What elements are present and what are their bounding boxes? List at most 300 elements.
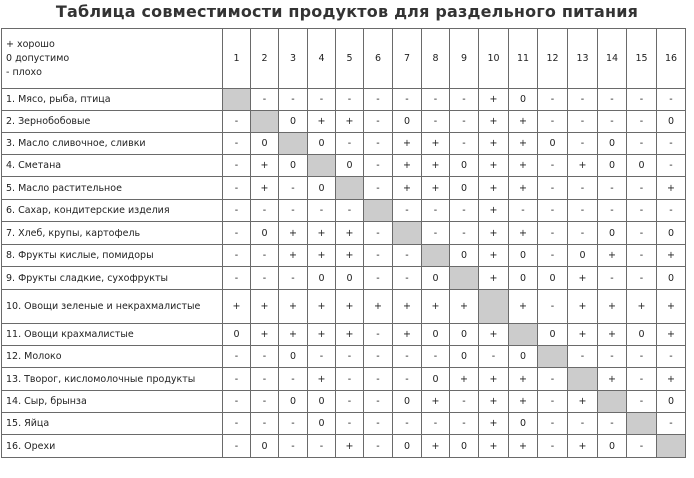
compat-cell: - bbox=[598, 200, 627, 222]
compat-cell: - bbox=[279, 413, 308, 435]
compat-cell: + bbox=[657, 177, 686, 200]
compat-cell: + bbox=[393, 155, 422, 177]
compat-cell: - bbox=[364, 245, 393, 267]
compat-cell: + bbox=[479, 435, 509, 458]
compat-cell: + bbox=[422, 290, 450, 324]
compat-cell: 0 bbox=[308, 267, 336, 290]
compatibility-table bbox=[1, 28, 686, 458]
row-product-name: 9. Фрукты сладкие, сухофрукты bbox=[2, 267, 223, 290]
table-row bbox=[2, 346, 686, 368]
compat-cell: 0 bbox=[279, 391, 308, 413]
compat-cell: 0 bbox=[538, 133, 568, 155]
column-header: 12 bbox=[538, 29, 568, 89]
compat-cell: - bbox=[336, 133, 364, 155]
compat-cell: - bbox=[223, 413, 251, 435]
compat-cell: 0 bbox=[393, 391, 422, 413]
compat-cell: - bbox=[598, 89, 627, 111]
compat-cell: + bbox=[479, 177, 509, 200]
compat-cell: - bbox=[568, 346, 598, 368]
compat-cell: 0 bbox=[308, 391, 336, 413]
row-product-name: 13. Творог, кисломолочные продукты bbox=[2, 368, 223, 391]
diagonal-cell bbox=[538, 346, 568, 368]
compat-cell: - bbox=[568, 177, 598, 200]
legend-item: 0 допустимо bbox=[6, 52, 70, 64]
row-product-name: 3. Масло сливочное, сливки bbox=[2, 133, 223, 155]
compat-cell: - bbox=[336, 200, 364, 222]
compat-cell: - bbox=[538, 368, 568, 391]
compat-cell: 0 bbox=[568, 245, 598, 267]
compat-cell: - bbox=[364, 413, 393, 435]
compat-cell: + bbox=[422, 177, 450, 200]
compat-cell: - bbox=[279, 267, 308, 290]
compat-cell: - bbox=[223, 346, 251, 368]
compat-cell: - bbox=[223, 133, 251, 155]
compat-cell: + bbox=[479, 391, 509, 413]
table-row bbox=[2, 413, 686, 435]
diagonal-cell bbox=[223, 89, 251, 111]
compat-cell: - bbox=[627, 435, 657, 458]
compat-cell: - bbox=[450, 111, 479, 133]
compat-cell: - bbox=[538, 111, 568, 133]
compat-cell: - bbox=[393, 267, 422, 290]
compat-cell: + bbox=[450, 368, 479, 391]
diagonal-cell bbox=[422, 245, 450, 267]
compat-cell: 0 bbox=[509, 346, 538, 368]
compat-cell: - bbox=[568, 222, 598, 245]
compat-cell: + bbox=[308, 111, 336, 133]
diagonal-cell bbox=[479, 290, 509, 324]
row-product-name: 14. Сыр, брынза bbox=[2, 391, 223, 413]
compat-cell: 0 bbox=[450, 177, 479, 200]
compat-cell: 0 bbox=[509, 413, 538, 435]
compat-cell: - bbox=[657, 200, 686, 222]
compat-cell: - bbox=[364, 391, 393, 413]
compat-cell: - bbox=[568, 200, 598, 222]
compat-cell: - bbox=[279, 177, 308, 200]
compat-cell: + bbox=[422, 435, 450, 458]
column-header: 4 bbox=[308, 29, 336, 89]
compat-cell: + bbox=[479, 111, 509, 133]
compat-cell: - bbox=[450, 222, 479, 245]
table-row bbox=[2, 324, 686, 346]
compat-cell: - bbox=[598, 267, 627, 290]
compat-cell: - bbox=[364, 89, 393, 111]
compat-cell: + bbox=[336, 111, 364, 133]
compat-cell: - bbox=[308, 435, 336, 458]
compat-cell: - bbox=[657, 346, 686, 368]
compat-cell: - bbox=[223, 222, 251, 245]
compat-cell: - bbox=[568, 413, 598, 435]
page-title: Таблица совместимости продуктов для раздельного питания bbox=[55, 2, 639, 21]
compat-cell: - bbox=[538, 155, 568, 177]
compat-cell: + bbox=[336, 245, 364, 267]
compat-cell: + bbox=[479, 324, 509, 346]
compat-cell: + bbox=[509, 435, 538, 458]
compat-cell: - bbox=[627, 222, 657, 245]
compat-cell: - bbox=[627, 245, 657, 267]
compat-cell: + bbox=[479, 267, 509, 290]
compat-cell: - bbox=[657, 89, 686, 111]
compat-cell: + bbox=[509, 222, 538, 245]
compat-cell: + bbox=[279, 290, 308, 324]
compat-cell: - bbox=[393, 200, 422, 222]
compat-cell: 0 bbox=[393, 435, 422, 458]
compat-cell: - bbox=[657, 133, 686, 155]
compat-cell: 0 bbox=[422, 324, 450, 346]
compat-cell: + bbox=[598, 290, 627, 324]
compat-cell: 0 bbox=[393, 111, 422, 133]
compat-cell: 0 bbox=[657, 391, 686, 413]
legend-item: + хорошо bbox=[6, 38, 55, 50]
compat-cell: - bbox=[422, 111, 450, 133]
compat-cell: - bbox=[450, 413, 479, 435]
row-product-name: 4. Сметана bbox=[2, 155, 223, 177]
compat-cell: + bbox=[336, 222, 364, 245]
compat-cell: - bbox=[657, 155, 686, 177]
compat-cell: 0 bbox=[450, 245, 479, 267]
row-product-name: 7. Хлеб, крупы, картофель bbox=[2, 222, 223, 245]
compat-cell: 0 bbox=[598, 155, 627, 177]
row-product-name: 15. Яйца bbox=[2, 413, 223, 435]
compat-cell: + bbox=[279, 324, 308, 346]
compat-cell: - bbox=[568, 111, 598, 133]
compat-cell: + bbox=[251, 290, 279, 324]
compat-cell: 0 bbox=[308, 413, 336, 435]
row-product-name: 1. Мясо, рыба, птица bbox=[2, 89, 223, 111]
compat-cell: + bbox=[598, 324, 627, 346]
table-row bbox=[2, 133, 686, 155]
compat-cell: - bbox=[422, 200, 450, 222]
row-product-name: 16. Орехи bbox=[2, 435, 223, 458]
column-header: 6 bbox=[364, 29, 393, 89]
compat-cell: + bbox=[479, 368, 509, 391]
diagonal-cell bbox=[568, 368, 598, 391]
column-header: 13 bbox=[568, 29, 598, 89]
compat-cell: - bbox=[568, 89, 598, 111]
diagonal-cell bbox=[657, 435, 686, 458]
table-row bbox=[2, 200, 686, 222]
compat-cell: + bbox=[509, 111, 538, 133]
compat-cell: - bbox=[364, 346, 393, 368]
table-row bbox=[2, 155, 686, 177]
column-header: 11 bbox=[509, 29, 538, 89]
compat-cell: 0 bbox=[223, 324, 251, 346]
compat-cell: 0 bbox=[450, 346, 479, 368]
compat-cell: - bbox=[450, 391, 479, 413]
table-row bbox=[2, 245, 686, 267]
compat-cell: - bbox=[364, 155, 393, 177]
compat-cell: - bbox=[223, 200, 251, 222]
compat-cell: - bbox=[598, 177, 627, 200]
compat-cell: + bbox=[251, 177, 279, 200]
compat-cell: - bbox=[336, 368, 364, 391]
compat-cell: - bbox=[336, 391, 364, 413]
diagonal-cell bbox=[251, 111, 279, 133]
compat-cell: + bbox=[336, 290, 364, 324]
compat-cell: - bbox=[251, 267, 279, 290]
table-row bbox=[2, 89, 686, 111]
compat-cell: 0 bbox=[598, 133, 627, 155]
compat-cell: + bbox=[279, 222, 308, 245]
compat-cell: - bbox=[598, 413, 627, 435]
compat-cell: - bbox=[279, 435, 308, 458]
compat-cell: - bbox=[279, 200, 308, 222]
compat-cell: - bbox=[223, 177, 251, 200]
compat-cell: 0 bbox=[598, 222, 627, 245]
diagonal-cell bbox=[336, 177, 364, 200]
compat-cell: - bbox=[627, 368, 657, 391]
column-header: 1 bbox=[223, 29, 251, 89]
column-header: 10 bbox=[479, 29, 509, 89]
compat-cell: - bbox=[627, 111, 657, 133]
table-row bbox=[2, 222, 686, 245]
compat-cell: 0 bbox=[251, 222, 279, 245]
compat-cell: + bbox=[223, 290, 251, 324]
compat-cell: - bbox=[450, 133, 479, 155]
compat-cell: + bbox=[336, 435, 364, 458]
compat-cell: + bbox=[568, 391, 598, 413]
table-row bbox=[2, 368, 686, 391]
diagonal-cell bbox=[364, 200, 393, 222]
compat-cell: 0 bbox=[509, 89, 538, 111]
compat-cell: - bbox=[223, 155, 251, 177]
compat-cell: - bbox=[364, 368, 393, 391]
compat-cell: 0 bbox=[657, 111, 686, 133]
compat-cell: 0 bbox=[279, 111, 308, 133]
compat-cell: + bbox=[479, 133, 509, 155]
compat-cell: - bbox=[479, 346, 509, 368]
compat-cell: 0 bbox=[336, 155, 364, 177]
compat-cell: + bbox=[509, 290, 538, 324]
compat-cell: - bbox=[598, 346, 627, 368]
compat-cell: + bbox=[308, 245, 336, 267]
row-product-name: 8. Фрукты кислые, помидоры bbox=[2, 245, 223, 267]
compat-cell: + bbox=[568, 155, 598, 177]
compat-cell: - bbox=[627, 200, 657, 222]
compat-cell: + bbox=[364, 290, 393, 324]
compat-cell: - bbox=[223, 245, 251, 267]
table-row bbox=[2, 267, 686, 290]
compat-cell: - bbox=[538, 413, 568, 435]
compat-cell: 0 bbox=[336, 267, 364, 290]
compat-cell: + bbox=[479, 222, 509, 245]
compat-cell: + bbox=[509, 368, 538, 391]
diagonal-cell bbox=[627, 413, 657, 435]
compat-cell: 0 bbox=[509, 245, 538, 267]
compat-cell: - bbox=[336, 346, 364, 368]
compat-cell: + bbox=[336, 324, 364, 346]
compat-cell: - bbox=[538, 177, 568, 200]
compat-cell: - bbox=[364, 267, 393, 290]
compat-cell: + bbox=[308, 368, 336, 391]
compat-cell: - bbox=[251, 89, 279, 111]
compat-cell: - bbox=[364, 222, 393, 245]
compat-cell: - bbox=[627, 267, 657, 290]
compat-cell: - bbox=[598, 111, 627, 133]
compat-cell: - bbox=[509, 200, 538, 222]
compat-cell: + bbox=[393, 177, 422, 200]
compat-cell: + bbox=[479, 89, 509, 111]
diagonal-cell bbox=[450, 267, 479, 290]
compat-cell: 0 bbox=[422, 368, 450, 391]
compat-cell: 0 bbox=[279, 346, 308, 368]
compat-cell: 0 bbox=[450, 435, 479, 458]
compat-cell: + bbox=[479, 245, 509, 267]
compat-cell: + bbox=[627, 290, 657, 324]
compat-cell: + bbox=[657, 290, 686, 324]
compat-cell: - bbox=[308, 200, 336, 222]
compat-cell: - bbox=[364, 435, 393, 458]
table-row bbox=[2, 391, 686, 413]
column-header: 15 bbox=[627, 29, 657, 89]
row-product-name: 11. Овощи крахмалистые bbox=[2, 324, 223, 346]
compat-cell: - bbox=[422, 222, 450, 245]
compat-cell: - bbox=[308, 346, 336, 368]
compat-cell: - bbox=[627, 391, 657, 413]
table-row bbox=[2, 290, 686, 324]
compat-cell: + bbox=[657, 245, 686, 267]
compat-cell: + bbox=[509, 133, 538, 155]
compat-cell: - bbox=[223, 391, 251, 413]
column-header: 3 bbox=[279, 29, 308, 89]
compat-cell: - bbox=[223, 267, 251, 290]
compat-cell: 0 bbox=[657, 267, 686, 290]
compat-cell: - bbox=[538, 222, 568, 245]
compat-cell: - bbox=[422, 346, 450, 368]
compat-cell: + bbox=[568, 324, 598, 346]
compat-cell: + bbox=[479, 200, 509, 222]
table-row bbox=[2, 177, 686, 200]
compat-cell: + bbox=[393, 324, 422, 346]
compat-cell: - bbox=[393, 346, 422, 368]
compat-cell: - bbox=[568, 133, 598, 155]
compat-cell: - bbox=[251, 413, 279, 435]
compat-cell: - bbox=[538, 290, 568, 324]
compat-cell: + bbox=[598, 368, 627, 391]
table-row bbox=[2, 435, 686, 458]
compat-cell: - bbox=[251, 200, 279, 222]
compat-cell: - bbox=[279, 368, 308, 391]
column-header: 7 bbox=[393, 29, 422, 89]
compat-cell: + bbox=[568, 435, 598, 458]
compat-cell: - bbox=[393, 89, 422, 111]
compat-cell: + bbox=[509, 177, 538, 200]
row-product-name: 5. Масло растительное bbox=[2, 177, 223, 200]
compat-cell: + bbox=[509, 391, 538, 413]
compat-cell: - bbox=[422, 413, 450, 435]
compat-cell: + bbox=[251, 324, 279, 346]
compat-cell: + bbox=[598, 245, 627, 267]
compat-cell: 0 bbox=[450, 155, 479, 177]
compat-cell: - bbox=[627, 133, 657, 155]
compat-cell: + bbox=[422, 155, 450, 177]
compat-cell: - bbox=[450, 89, 479, 111]
compat-cell: 0 bbox=[308, 177, 336, 200]
diagonal-cell bbox=[393, 222, 422, 245]
column-header: 16 bbox=[657, 29, 686, 89]
compat-cell: - bbox=[422, 89, 450, 111]
compat-cell: + bbox=[393, 133, 422, 155]
table-row bbox=[2, 111, 686, 133]
diagonal-cell bbox=[308, 155, 336, 177]
column-header: 2 bbox=[251, 29, 279, 89]
compat-cell: + bbox=[509, 155, 538, 177]
compat-cell: + bbox=[279, 245, 308, 267]
compat-cell: 0 bbox=[627, 324, 657, 346]
legend-item: - плохо bbox=[6, 66, 42, 78]
compat-cell: 0 bbox=[251, 435, 279, 458]
column-header: 9 bbox=[450, 29, 479, 89]
compat-cell: + bbox=[568, 267, 598, 290]
compat-cell: 0 bbox=[627, 155, 657, 177]
compat-cell: + bbox=[479, 155, 509, 177]
column-header: 14 bbox=[598, 29, 627, 89]
diagonal-cell bbox=[598, 391, 627, 413]
compat-cell: - bbox=[538, 245, 568, 267]
compat-cell: 0 bbox=[279, 155, 308, 177]
compat-cell: - bbox=[538, 391, 568, 413]
compat-cell: + bbox=[568, 290, 598, 324]
compat-cell: - bbox=[657, 413, 686, 435]
compat-cell: - bbox=[336, 413, 364, 435]
row-product-name: 10. Овощи зеленые и некрахмалистые bbox=[2, 290, 223, 324]
diagonal-cell bbox=[279, 133, 308, 155]
row-product-name: 12. Молоко bbox=[2, 346, 223, 368]
compat-cell: - bbox=[251, 245, 279, 267]
compat-cell: - bbox=[364, 177, 393, 200]
compat-cell: 0 bbox=[538, 324, 568, 346]
compat-cell: + bbox=[422, 391, 450, 413]
compat-cell: - bbox=[223, 111, 251, 133]
compat-cell: - bbox=[336, 89, 364, 111]
compat-cell: + bbox=[308, 222, 336, 245]
compat-cell: - bbox=[450, 200, 479, 222]
compat-cell: 0 bbox=[598, 435, 627, 458]
compat-cell: + bbox=[251, 155, 279, 177]
compat-cell: + bbox=[422, 133, 450, 155]
compat-cell: 0 bbox=[450, 324, 479, 346]
compat-cell: 0 bbox=[538, 267, 568, 290]
compat-cell: - bbox=[393, 368, 422, 391]
compat-cell: - bbox=[393, 245, 422, 267]
compat-cell: 0 bbox=[308, 133, 336, 155]
column-header: 5 bbox=[336, 29, 364, 89]
compat-cell: 0 bbox=[657, 222, 686, 245]
row-product-name: 6. Сахар, кондитерские изделия bbox=[2, 200, 223, 222]
compat-cell: - bbox=[251, 346, 279, 368]
compat-cell: - bbox=[538, 435, 568, 458]
compat-cell: - bbox=[308, 89, 336, 111]
compat-cell: + bbox=[479, 413, 509, 435]
compat-cell: 0 bbox=[422, 267, 450, 290]
diagonal-cell bbox=[509, 324, 538, 346]
compat-cell: + bbox=[308, 290, 336, 324]
header-row bbox=[2, 29, 686, 89]
compat-cell: 0 bbox=[509, 267, 538, 290]
compat-cell: + bbox=[657, 324, 686, 346]
compat-cell: + bbox=[450, 290, 479, 324]
compat-cell: + bbox=[657, 368, 686, 391]
compat-cell: - bbox=[223, 368, 251, 391]
compat-cell: - bbox=[364, 324, 393, 346]
compat-cell: + bbox=[308, 324, 336, 346]
compat-cell: - bbox=[364, 133, 393, 155]
column-header: 8 bbox=[422, 29, 450, 89]
compat-cell: - bbox=[627, 177, 657, 200]
compat-cell: - bbox=[251, 368, 279, 391]
legend bbox=[2, 29, 223, 89]
compat-cell: - bbox=[251, 391, 279, 413]
